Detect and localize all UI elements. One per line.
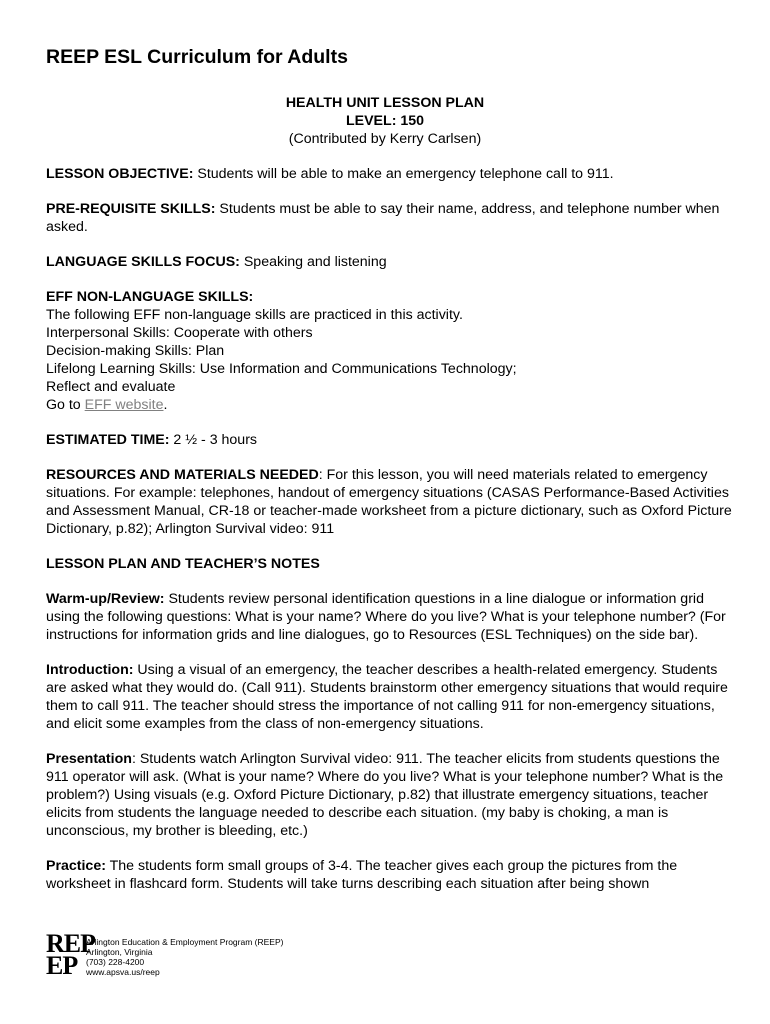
introduction-section <box>46 661 736 733</box>
time-label: ESTIMATED TIME: <box>46 432 170 448</box>
logo-top: REP <box>46 929 95 958</box>
eff-line: Decision-making Skills: Plan <box>46 343 225 359</box>
eff-goto-line <box>46 396 736 414</box>
notes-heading: LESSON PLAN AND TEACHER’S NOTES <box>46 556 320 572</box>
eff-label: EFF NON-LANGUAGE SKILLS: <box>46 289 254 305</box>
eff-line: Lifelong Learning Skills: Use Information and Communications Technology; <box>46 361 517 377</box>
presentation-text: : Students watch Arlington Survival video: 911. The teacher elicits from students questions the 911 operator will ask. (What is your name? Where do you live? What is your telephone number? What is the problem?) Using visuals (e.g. Oxford Picture Dictionary, p.82) that illustrate emergency situations, teacher elicits from students the language needed to describe each situation. (my baby is choking, a man is unconscious, my brother is bleeding, etc.) <box>46 751 724 839</box>
footer-url: www.apsva.us/reep <box>86 967 160 977</box>
eff-goto-prefix: Go to <box>46 397 85 413</box>
focus-label: LANGUAGE SKILLS FOCUS: <box>46 254 240 270</box>
footer-phone: (703) 228-4200 <box>86 957 145 967</box>
warmup-text: Students review personal identification questions in a line dialogue or information grid using the following questions: What is your name? Where do you live? What is your telephone number? (For instructions for information grids and line dialogues, go to Resources (ESL Techniques) on the side bar). <box>46 591 726 643</box>
presentation-label: Presentation <box>46 751 132 767</box>
footer-org: Arlington Education & Employment Program (REEP) <box>86 937 284 947</box>
resources-text: : For this lesson, you will need materials related to emergency situations. For example: telephones, handout of emergency situations (CASAS Performance-Based Activities and Assessment Manual, CR-18 or teacher-made worksheet from a picture dictionary, such as Oxford Picture Dictionary, p.82); Arlington Survival video: 911 <box>46 467 732 537</box>
objective-text: Students will be able to make an emergency telephone call to 911. <box>193 166 614 182</box>
eff-goto-suffix: . <box>163 397 168 413</box>
lesson-body <box>46 165 736 910</box>
eff-section <box>46 288 736 414</box>
page-title: REEP ESL Curriculum for Adults <box>46 46 348 68</box>
eff-line: The following EFF non-language skills are practiced in this activity. <box>46 307 463 323</box>
eff-line: Reflect and evaluate <box>46 379 176 395</box>
eff-line: Interpersonal Skills: Cooperate with others <box>46 325 313 341</box>
eff-website-link[interactable]: EFF website <box>84 397 164 413</box>
resources-label: RESOURCES AND MATERIALS NEEDED <box>46 467 319 483</box>
focus-section <box>46 253 736 271</box>
footer-location: Arlington, Virginia <box>86 947 153 957</box>
warmup-label: Warm-up/Review: <box>46 591 165 607</box>
presentation-section <box>46 750 736 840</box>
time-text: 2 ½ - 3 hours <box>169 432 258 448</box>
time-section <box>46 431 736 449</box>
unit-title: HEALTH UNIT LESSON PLAN <box>285 95 485 111</box>
objective-label: LESSON OBJECTIVE: <box>46 166 194 182</box>
prereq-label: PRE-REQUISITE SKILLS: <box>46 201 216 217</box>
practice-section <box>46 857 736 893</box>
prereq-text: Students must be able to say their name, address, and telephone number when asked. <box>46 201 720 235</box>
level-label: LEVEL: 150 <box>345 113 425 129</box>
introduction-text: Using a visual of an emergency, the teacher describes a health-related emergency. Students are asked what they would do. (Call 911). Students brainstorm other emergency situations that would require them to call 911. The teacher should stress the importance of not calling 911 for non-emergency situations, and elicit some examples from the class of non-emergency situations. <box>46 662 728 732</box>
resources-section <box>46 466 736 538</box>
practice-label: Practice: <box>46 858 106 874</box>
prereq-section <box>46 200 736 236</box>
lesson-header <box>0 94 770 148</box>
introduction-label: Introduction: <box>46 662 134 678</box>
practice-text: The students form small groups of 3-4. The teacher gives each group the pictures from the worksheet in flashcard form. Students will take turns describing each situation after being shown <box>46 858 678 892</box>
footer-address <box>86 937 283 977</box>
reep-logo <box>46 929 95 980</box>
objective-section <box>46 165 736 183</box>
focus-text: Speaking and listening <box>239 254 387 270</box>
contributor-line: (Contributed by Kerry Carlsen) <box>288 131 482 147</box>
warmup-section <box>46 590 736 644</box>
logo-bottom: EP <box>46 951 78 980</box>
